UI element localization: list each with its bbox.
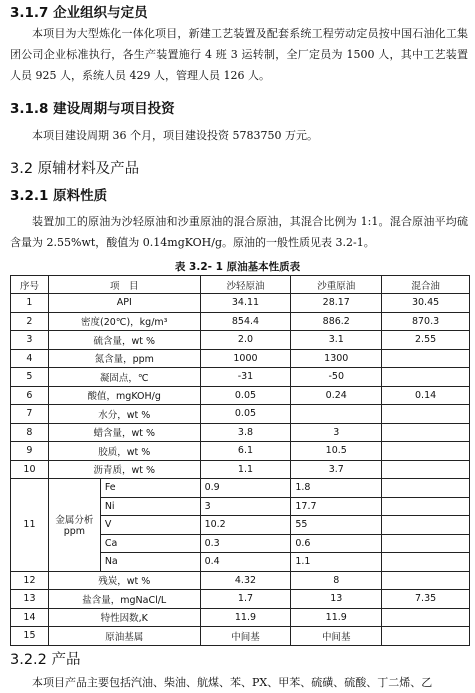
cell-light: 0.05 (200, 386, 291, 405)
paragraph-products: 本项目产品主要包括汽油、柴油、航煤、苯、PX、甲苯、硫磺、硫酸、丁二烯、乙 (32, 676, 433, 689)
table-row (11, 405, 470, 424)
table-row (11, 608, 470, 627)
table-row (11, 349, 470, 368)
table-row-metals (11, 479, 470, 498)
cell-item: API (48, 294, 200, 313)
cell-no: 7 (11, 405, 49, 424)
table-row (11, 460, 470, 479)
cell-item: 胶质，wt % (48, 442, 200, 461)
cell-heavy: 中间基 (291, 627, 382, 646)
heading-3-1-7: 3.1.7 企业组织与定员 (10, 5, 148, 21)
cell-element: Ni (100, 497, 200, 516)
cell-light: 11.9 (200, 608, 291, 627)
cell-mixed (382, 423, 470, 442)
paragraph-investment: 本项目建设周期 36 个月，项目建设投资 5783750 万元。 (32, 129, 318, 142)
cell-no: 3 (11, 331, 49, 350)
cell-item: 密度(20℃)，kg/m³ (48, 312, 200, 331)
cell-no: 9 (11, 442, 49, 461)
cell-heavy: 28.17 (291, 294, 382, 313)
cell-mixed (382, 516, 470, 535)
cell-mixed: 30.45 (382, 294, 470, 313)
cell-no: 1 (11, 294, 49, 313)
cell-mixed (382, 368, 470, 387)
cell-light: 3.8 (200, 423, 291, 442)
cell-mixed (382, 442, 470, 461)
cell-element: Ca (100, 534, 200, 553)
cell-heavy: 0.24 (291, 386, 382, 405)
cell-light: 1000 (200, 349, 291, 368)
cell-mixed: 0.14 (382, 386, 470, 405)
cell-light: 6.1 (200, 442, 291, 461)
metal-group-label: 金属分析 (55, 515, 94, 527)
crude-properties-table (10, 275, 470, 646)
cell-no: 12 (11, 571, 49, 590)
cell-no: 5 (11, 368, 49, 387)
table-row (11, 590, 470, 609)
cell-item: 沥青质，wt % (48, 460, 200, 479)
cell-light: 0.9 (200, 479, 291, 498)
cell-item: 酸值，mgKOH/g (48, 386, 200, 405)
header-heavy: 沙重原油 (291, 276, 382, 294)
header-light: 沙轻原油 (200, 276, 291, 294)
cell-no: 6 (11, 386, 49, 405)
cell-element: Na (100, 553, 200, 572)
table-row (11, 627, 470, 646)
cell-heavy: 11.9 (291, 608, 382, 627)
cell-mixed: 7.35 (382, 590, 470, 609)
cell-heavy: 3.7 (291, 460, 382, 479)
header-no: 序号 (11, 276, 49, 294)
cell-heavy: 3 (291, 423, 382, 442)
cell-no: 2 (11, 312, 49, 331)
cell-light: 2.0 (200, 331, 291, 350)
metal-group-unit: ppm (63, 526, 86, 538)
cell-metal-group (48, 479, 100, 572)
table-row (11, 571, 470, 590)
heading-3-1-8: 3.1.8 建设周期与项目投资 (10, 101, 175, 117)
table-row (11, 294, 470, 313)
heading-3-2: 3.2 原辅材料及产品 (10, 161, 140, 177)
cell-item: 水分，wt % (48, 405, 200, 424)
cell-heavy: 17.7 (291, 497, 382, 516)
cell-light: 3 (200, 497, 291, 516)
cell-heavy: 8 (291, 571, 382, 590)
table-row (11, 442, 470, 461)
cell-light: 4.32 (200, 571, 291, 590)
cell-element: V (100, 516, 200, 535)
cell-no: 13 (11, 590, 49, 609)
cell-no: 4 (11, 349, 49, 368)
cell-element: Fe (100, 479, 200, 498)
cell-mixed (382, 349, 470, 368)
cell-item: 氮含量，ppm (48, 349, 200, 368)
cell-light: 0.3 (200, 534, 291, 553)
cell-heavy (291, 405, 382, 424)
cell-heavy: 3.1 (291, 331, 382, 350)
cell-heavy: -50 (291, 368, 382, 387)
cell-item: 硫含量，wt % (48, 331, 200, 350)
cell-item: 特性因数,K (48, 608, 200, 627)
cell-heavy: 1.8 (291, 479, 382, 498)
cell-item: 残炭，wt % (48, 571, 200, 590)
cell-heavy: 886.2 (291, 312, 382, 331)
header-item: 项 目 (48, 276, 200, 294)
cell-no: 10 (11, 460, 49, 479)
cell-light: 中间基 (200, 627, 291, 646)
cell-mixed (382, 479, 470, 498)
cell-light: -31 (200, 368, 291, 387)
cell-mixed (382, 608, 470, 627)
cell-mixed (382, 534, 470, 553)
cell-light: 10.2 (200, 516, 291, 535)
cell-heavy: 10.5 (291, 442, 382, 461)
heading-3-2-2: 3.2.2 产品 (10, 652, 81, 668)
heading-3-2-1: 3.2.1 原料性质 (10, 188, 108, 204)
cell-heavy: 1.1 (291, 553, 382, 572)
cell-light: 854.4 (200, 312, 291, 331)
cell-no: 11 (11, 479, 49, 572)
table-row (11, 386, 470, 405)
cell-mixed (382, 460, 470, 479)
cell-item: 盐含量，mgNaCl/L (48, 590, 200, 609)
table-row (11, 331, 470, 350)
table-row (11, 368, 470, 387)
cell-heavy: 13 (291, 590, 382, 609)
paragraph-organization: 本项目为大型炼化一体化项目，新建工艺装置及配套系统工程劳动定员按中国石油化工集团公司企业标准执行，各生产装置施行 4 班 3 运转制，全厂定员为 1500 人，其中工艺装置人员 925 人，系统人员 429 人，管理人员 126 人。 (10, 27, 468, 82)
table-header-row (11, 276, 470, 294)
cell-heavy: 0.6 (291, 534, 382, 553)
cell-heavy: 55 (291, 516, 382, 535)
cell-light: 1.1 (200, 460, 291, 479)
cell-mixed (382, 405, 470, 424)
cell-light: 34.11 (200, 294, 291, 313)
table-row (11, 423, 470, 442)
cell-no: 8 (11, 423, 49, 442)
cell-mixed (382, 627, 470, 646)
cell-mixed: 870.3 (382, 312, 470, 331)
cell-light: 0.4 (200, 553, 291, 572)
header-mixed: 混合油 (382, 276, 470, 294)
cell-light: 1.7 (200, 590, 291, 609)
table-row (11, 312, 470, 331)
table-caption: 表 3.2- 1 原油基本性质表 (174, 261, 301, 273)
cell-mixed (382, 553, 470, 572)
cell-heavy: 1300 (291, 349, 382, 368)
cell-mixed: 2.55 (382, 331, 470, 350)
cell-item: 原油基属 (48, 627, 200, 646)
cell-light: 0.05 (200, 405, 291, 424)
cell-no: 15 (11, 627, 49, 646)
paragraph-feedstock: 装置加工的原油为沙轻原油和沙重原油的混合原油，其混合比例为 1:1。混合原油平均硫含量为 2.55%wt，酸值为 0.14mgKOH/g。原油的一般性质见表 3.2-1。 (10, 215, 468, 249)
cell-mixed (382, 497, 470, 516)
cell-mixed (382, 571, 470, 590)
cell-no: 14 (11, 608, 49, 627)
cell-item: 凝固点，℃ (48, 368, 200, 387)
cell-item: 蜡含量，wt % (48, 423, 200, 442)
